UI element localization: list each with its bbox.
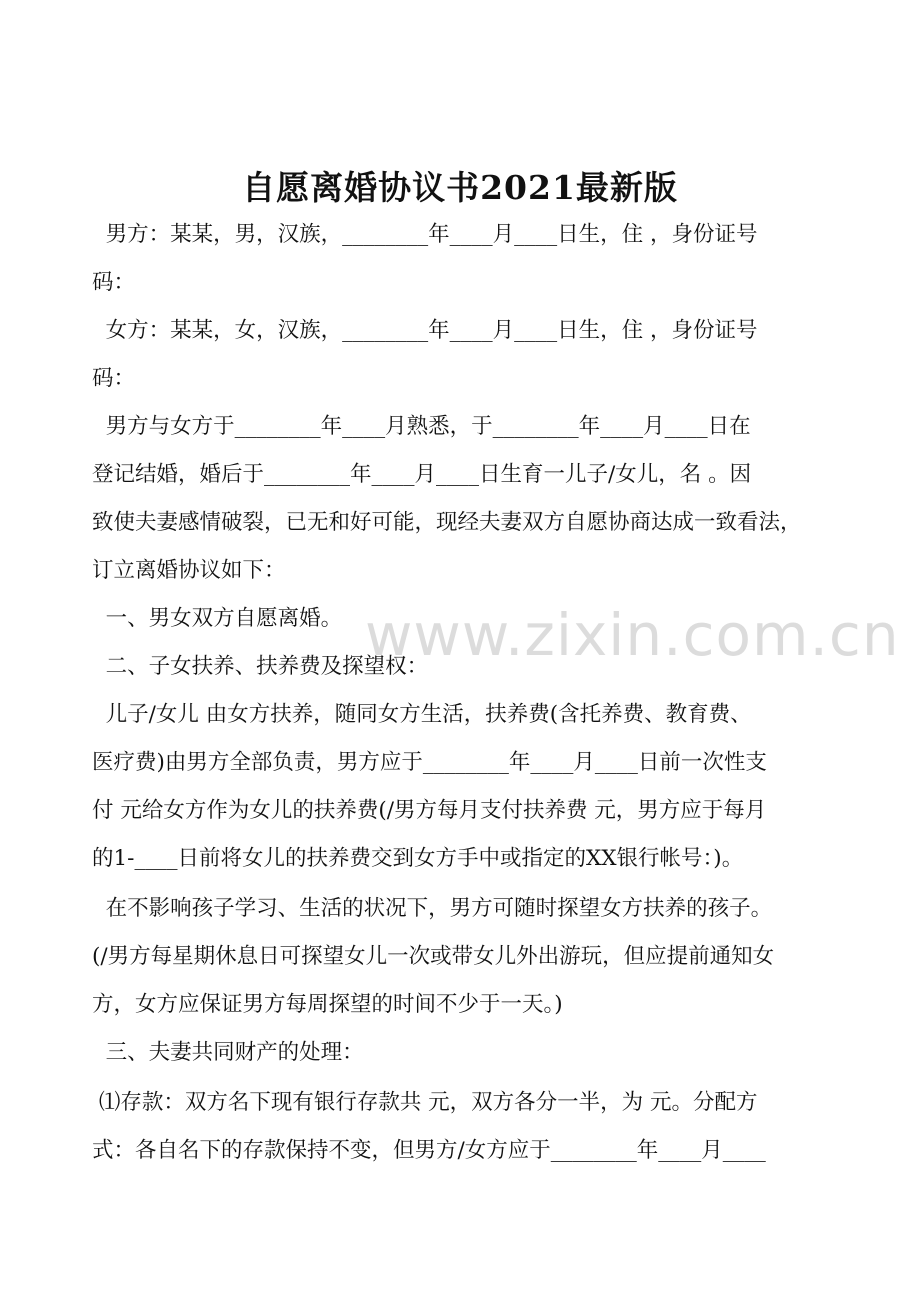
paragraph-line: 三、夫妻共同财产的处理： [92,1040,364,1065]
paragraph-line: 式：各自名下的存款保持不变，但男方/女方应于________年____月____ [92,1138,766,1163]
paragraph-line: 方，女方应保证男方每周探望的时间不少于一天。) [92,992,563,1017]
paragraph-line: 在不影响孩子学习、生活的状况下，男方可随时探望女方扶养的孩子。 [92,896,773,921]
paragraph-line: 儿子/女儿 由女方扶养，随同女方生活，扶养费(含托养费、教育费、 [92,702,752,727]
paragraph-line: 一、男女双方自愿离婚。 [92,606,343,631]
document-title: 自愿离婚协议书2021最新版 [242,168,678,207]
paragraph-line: 付 元给女方作为女儿的扶养费(/男方每月支付扶养费 元，男方应于每月 [92,798,767,823]
paragraph-line: 医疗费)由男方全部负责，男方应于________年____月____日前一次性支 [92,750,767,775]
paragraph-line: 的1-____日前将女儿的扶养费交到女方手中或指定的XX银行帐号：)。 [92,846,744,871]
paragraph-line: (/男方每星期休息日可探望女儿一次或带女儿外出游玩，但应提前通知女 [92,944,775,969]
paragraph-line: 登记结婚，婚后于________年____月____日生育一儿子/女儿，名 。因 [92,462,752,487]
paragraph-line: 码： [92,270,136,295]
paragraph-line: 男方与女方于________年____月熟悉，于________年____月____日在 [92,414,751,439]
paragraph-line: 订立离婚协议如下： [92,558,286,583]
paragraph-line: 女方：某某，女，汉族，________年____月____日生，住 ，身份证号 [92,318,758,343]
paragraph-line: 二、子女扶养、扶养费及探望权： [92,654,429,679]
paragraph-line: 男方：某某，男，汉族，________年____月____日生，住 ，身份证号 [92,222,758,247]
watermark: www.zixin.com.cn [365,601,900,669]
paragraph-line: ⑴存款：双方名下现有银行存款共 元，双方各分一半，为 元。分配方 [92,1090,758,1115]
paragraph-line: 致使夫妻感情破裂，已无和好可能，现经夫妻双方自愿协商达成一致看法， [92,510,802,535]
paragraph-line: 码： [92,366,136,391]
